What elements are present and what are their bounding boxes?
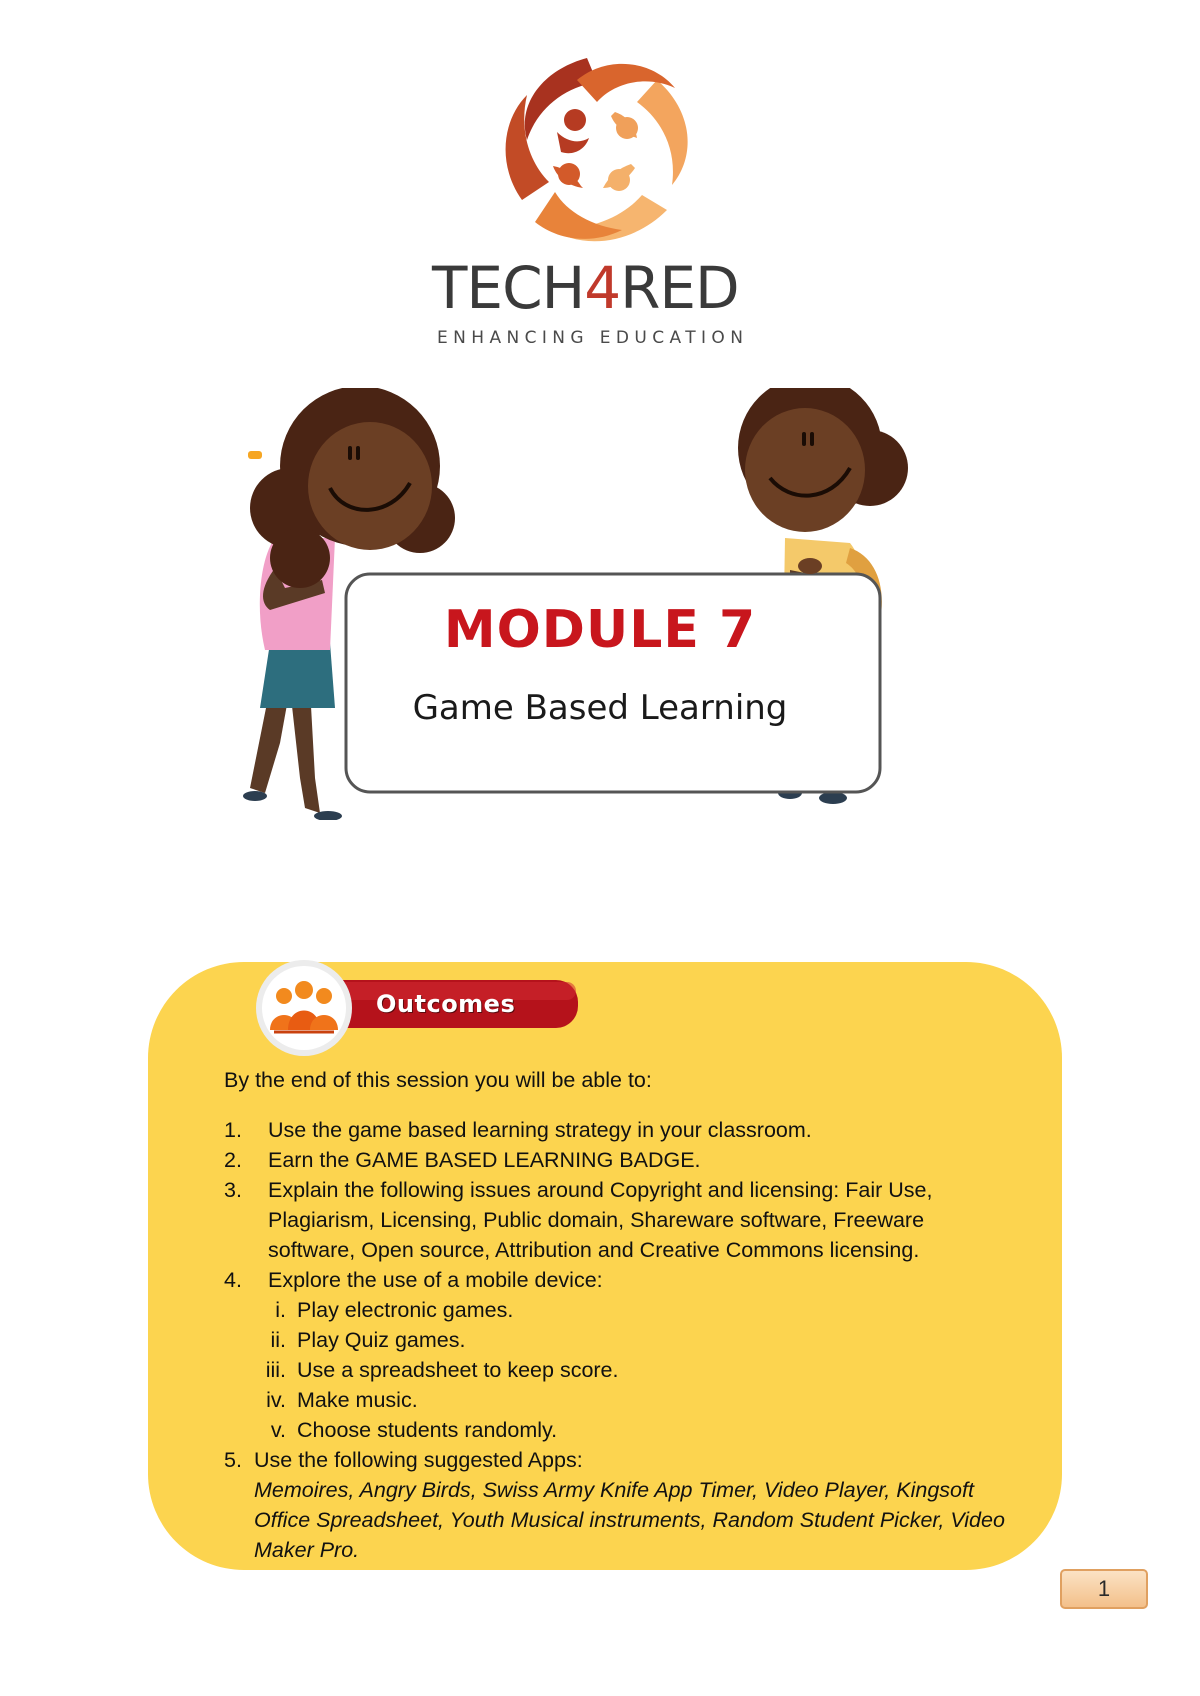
outcomes-heading: Outcomes	[376, 990, 516, 1018]
sub-list	[265, 1295, 1014, 1445]
outcomes-list	[224, 1115, 1014, 1565]
list-item: 2. Earn the GAME BASED LEARNING BADGE.	[224, 1148, 701, 1172]
logo-wordmark	[432, 254, 762, 322]
sub-list-item: v. Choose students randomly.	[270, 1418, 558, 1442]
logo-word-start: TECH	[432, 254, 585, 322]
sub-list-item: iv. Make music.	[266, 1388, 418, 1412]
logo-tagline: ENHANCING EDUCATION	[437, 328, 749, 348]
tech4red-logo-icon	[496, 52, 698, 248]
module-subtitle: Game Based Learning	[412, 688, 788, 728]
sub-list-item: iii. Use a spreadsheet to keep score.	[265, 1358, 619, 1382]
page-number: 1	[1060, 1569, 1148, 1609]
sub-list-item: i. Play electronic games.	[275, 1298, 514, 1322]
logo-word-four: 4	[584, 254, 621, 322]
list-item: 5. Use the following suggested Apps: Memoires, Angry Birds, Swiss Army Knife App Timer, Video Player, Kingsoft Office Spreadsheet, Youth Musical instruments, Random Student Picker, Video Maker Pro.	[224, 1445, 1014, 1565]
module-title: MODULE 7	[443, 600, 757, 660]
list-item: 1. Use the game based learning strategy in your classroom.	[224, 1118, 812, 1142]
logo-word-end: RED	[620, 254, 739, 322]
list-item: 3. Explain the following issues around Copyright and licensing: Fair Use, Plagiarism, Licensing, Public domain, Shareware software, Freeware software, Open source, Attribution and Creative Commons licensing.	[224, 1178, 933, 1262]
outcomes-intro: By the end of this session you will be able to:	[224, 1068, 652, 1092]
list-item: 4. Explore the use of a mobile device: i. Play electronic games. ii. Play Quiz games. iii. Use a spreadsheet to keep score. iv. Make music. v. Choose students randomly.	[224, 1265, 1014, 1445]
sub-list-item: ii. Play Quiz games.	[270, 1328, 466, 1352]
suggested-apps: Memoires, Angry Birds, Swiss Army Knife App Timer, Video Player, Kingsoft Office Spreadsheet, Youth Musical instruments, Random Student Picker, Video Maker Pro.	[254, 1478, 1005, 1562]
